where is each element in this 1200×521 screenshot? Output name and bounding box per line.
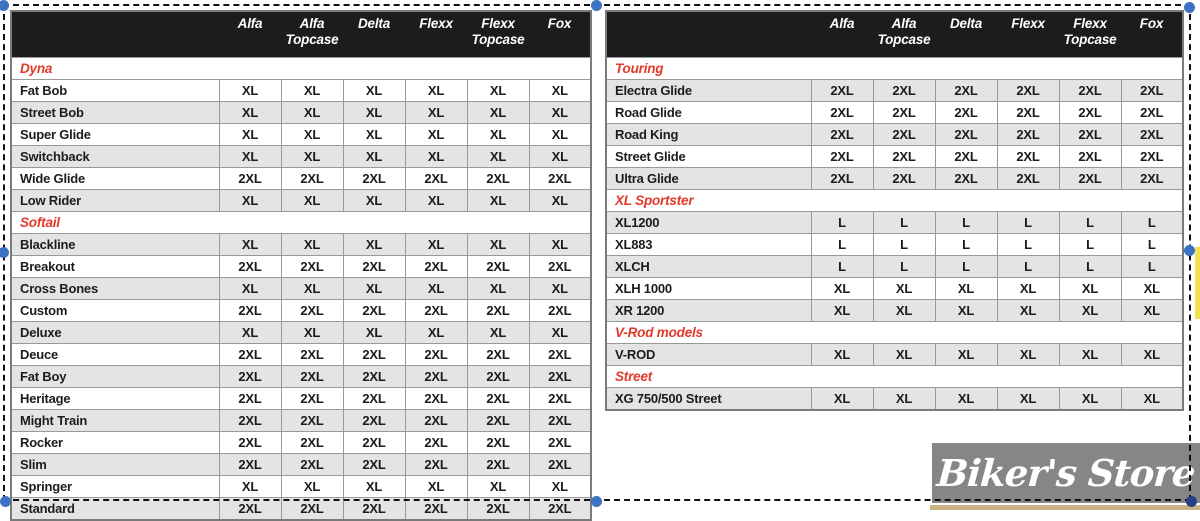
size-cell: XL: [997, 344, 1059, 366]
model-row: [11, 146, 591, 168]
size-cell: 2XL: [997, 168, 1059, 190]
size-cell: 2XL: [529, 410, 591, 432]
model-name: Fat Bob: [11, 80, 219, 102]
size-cell: 2XL: [343, 366, 405, 388]
size-cell: L: [873, 256, 935, 278]
size-cell: 2XL: [281, 498, 343, 521]
size-cell: XL: [343, 278, 405, 300]
size-cell: 2XL: [467, 432, 529, 454]
column-header: Fox: [529, 11, 591, 58]
size-cell: XL: [811, 344, 873, 366]
model-name: Rocker: [11, 432, 219, 454]
size-cell: 2XL: [405, 168, 467, 190]
size-cell: L: [1059, 234, 1121, 256]
size-cell: 2XL: [405, 388, 467, 410]
size-cell: 2XL: [467, 498, 529, 521]
model-row: [606, 80, 1183, 102]
size-cell: XL: [405, 190, 467, 212]
model-row: [11, 102, 591, 124]
size-cell: XL: [873, 344, 935, 366]
size-cell: L: [1059, 256, 1121, 278]
model-row: [606, 212, 1183, 234]
size-cell: XL: [219, 80, 281, 102]
section-header-row: [606, 58, 1183, 80]
model-row: [606, 278, 1183, 300]
size-cell: 2XL: [529, 388, 591, 410]
size-cell: 2XL: [811, 146, 873, 168]
model-name: XL1200: [606, 212, 811, 234]
section-title: XL Sportster: [606, 190, 1183, 212]
size-cell: 2XL: [873, 124, 935, 146]
model-row: [606, 234, 1183, 256]
size-cell: XL: [343, 80, 405, 102]
section-header-row: [606, 366, 1183, 388]
size-cell: XL: [529, 234, 591, 256]
size-cell: 2XL: [219, 344, 281, 366]
model-row: [11, 498, 591, 521]
size-cell: XL: [219, 476, 281, 498]
size-cell: 2XL: [343, 432, 405, 454]
model-name: Fat Boy: [11, 366, 219, 388]
model-name: XR 1200: [606, 300, 811, 322]
section-header-row: [606, 190, 1183, 212]
model-name: Deluxe: [11, 322, 219, 344]
size-cell: 2XL: [219, 498, 281, 521]
size-cell: 2XL: [935, 80, 997, 102]
model-name: Wide Glide: [11, 168, 219, 190]
model-name: Standard: [11, 498, 219, 521]
size-cell: 2XL: [343, 168, 405, 190]
size-cell: XL: [935, 344, 997, 366]
model-row: [11, 322, 591, 344]
selection-handle-middle-left[interactable]: [0, 247, 9, 258]
model-name: V-ROD: [606, 344, 811, 366]
size-cell: XL: [1059, 278, 1121, 300]
size-cell: 2XL: [997, 146, 1059, 168]
size-cell: 2XL: [1059, 102, 1121, 124]
size-cell: XL: [873, 300, 935, 322]
section-title: Softail: [11, 212, 591, 234]
column-header-row: [606, 11, 1183, 58]
model-name: Ultra Glide: [606, 168, 811, 190]
size-cell: XL: [281, 124, 343, 146]
size-cell: 2XL: [405, 256, 467, 278]
size-cell: 2XL: [281, 168, 343, 190]
size-cell: XL: [467, 476, 529, 498]
selection-handle-top-left[interactable]: [0, 0, 9, 11]
model-row: [11, 234, 591, 256]
model-name: Street Glide: [606, 146, 811, 168]
model-row: [11, 190, 591, 212]
section-title: Dyna: [11, 58, 591, 80]
size-cell: L: [1121, 234, 1183, 256]
model-row: [11, 454, 591, 476]
size-cell: XL: [219, 124, 281, 146]
size-cell: XL: [281, 278, 343, 300]
size-cell: 2XL: [529, 454, 591, 476]
size-cell: XL: [219, 146, 281, 168]
size-cell: XL: [281, 190, 343, 212]
model-row: [11, 256, 591, 278]
size-cell: XL: [1121, 300, 1183, 322]
size-cell: 2XL: [1121, 80, 1183, 102]
size-cell: 2XL: [873, 168, 935, 190]
size-cell: XL: [219, 278, 281, 300]
size-cell: 2XL: [997, 80, 1059, 102]
size-cell: 2XL: [219, 300, 281, 322]
size-cell: XL: [997, 300, 1059, 322]
size-cell: XL: [281, 476, 343, 498]
model-name: Might Train: [11, 410, 219, 432]
size-cell: XL: [343, 124, 405, 146]
model-row: [11, 124, 591, 146]
model-name: XLH 1000: [606, 278, 811, 300]
size-cell: 2XL: [467, 388, 529, 410]
size-cell: XL: [405, 278, 467, 300]
size-cell: XL: [405, 476, 467, 498]
size-cell: XL: [997, 388, 1059, 411]
model-name: Switchback: [11, 146, 219, 168]
model-row: [11, 80, 591, 102]
size-cell: 2XL: [811, 168, 873, 190]
size-cell: 2XL: [281, 300, 343, 322]
size-cell: 2XL: [873, 102, 935, 124]
size-cell: 2XL: [1059, 80, 1121, 102]
size-cell: 2XL: [873, 80, 935, 102]
model-name: Deuce: [11, 344, 219, 366]
size-cell: XL: [1121, 344, 1183, 366]
size-cell: XL: [1059, 300, 1121, 322]
column-header-row: [11, 11, 591, 58]
size-cell: 2XL: [529, 366, 591, 388]
model-name: Low Rider: [11, 190, 219, 212]
model-name: Custom: [11, 300, 219, 322]
size-cell: 2XL: [281, 256, 343, 278]
size-cell: XL: [529, 190, 591, 212]
model-name: XL883: [606, 234, 811, 256]
model-name: Cross Bones: [11, 278, 219, 300]
column-header: Delta: [935, 11, 997, 58]
size-cell: XL: [1121, 388, 1183, 411]
size-table-left: [10, 10, 592, 521]
size-cell: L: [935, 256, 997, 278]
size-cell: L: [935, 234, 997, 256]
section-title: Street: [606, 366, 1183, 388]
model-row: [11, 344, 591, 366]
column-header: Flexx Topcase: [1059, 11, 1121, 58]
size-cell: 2XL: [467, 168, 529, 190]
size-cell: XL: [529, 476, 591, 498]
column-header: Delta: [343, 11, 405, 58]
selection-handle-middle-right[interactable]: [1184, 245, 1195, 256]
size-cell: XL: [405, 146, 467, 168]
size-cell: 2XL: [405, 300, 467, 322]
model-name: Heritage: [11, 388, 219, 410]
size-cell: XL: [343, 102, 405, 124]
size-cell: XL: [219, 190, 281, 212]
column-header: Alfa: [811, 11, 873, 58]
selection-handle-top-middle[interactable]: [591, 0, 602, 11]
model-name: Super Glide: [11, 124, 219, 146]
size-cell: XL: [281, 146, 343, 168]
size-cell: XL: [873, 388, 935, 411]
size-cell: L: [873, 212, 935, 234]
size-cell: XL: [529, 80, 591, 102]
model-name: Road King: [606, 124, 811, 146]
model-row: [606, 168, 1183, 190]
model-name: Electra Glide: [606, 80, 811, 102]
selection-handle-bottom-left[interactable]: [0, 496, 11, 507]
size-cell: XL: [405, 322, 467, 344]
size-cell: 2XL: [405, 454, 467, 476]
size-cell: XL: [529, 146, 591, 168]
size-cell: L: [935, 212, 997, 234]
size-cell: XL: [343, 234, 405, 256]
section-title: V-Rod models: [606, 322, 1183, 344]
size-cell: XL: [1121, 278, 1183, 300]
size-cell: XL: [405, 234, 467, 256]
size-cell: 2XL: [281, 432, 343, 454]
size-cell: 2XL: [529, 498, 591, 521]
model-row: [606, 300, 1183, 322]
selection-handle-bottom-right[interactable]: [1186, 496, 1197, 507]
size-cell: 2XL: [1121, 168, 1183, 190]
size-cell: 2XL: [529, 432, 591, 454]
column-header: Alfa Topcase: [873, 11, 935, 58]
size-cell: 2XL: [219, 388, 281, 410]
model-name: Slim: [11, 454, 219, 476]
size-cell: XL: [405, 102, 467, 124]
size-cell: XL: [281, 234, 343, 256]
size-cell: L: [1059, 212, 1121, 234]
size-cell: XL: [343, 146, 405, 168]
model-column-header: [11, 11, 219, 58]
size-cell: 2XL: [343, 300, 405, 322]
size-cell: 2XL: [219, 256, 281, 278]
model-name: Blackline: [11, 234, 219, 256]
size-cell: 2XL: [935, 168, 997, 190]
size-cell: 2XL: [467, 256, 529, 278]
model-name: Breakout: [11, 256, 219, 278]
size-cell: L: [1121, 212, 1183, 234]
size-cell: 2XL: [1121, 124, 1183, 146]
size-cell: XL: [219, 234, 281, 256]
size-cell: L: [811, 212, 873, 234]
model-name: Street Bob: [11, 102, 219, 124]
bikers-store-logo-text: Biker's Store: [935, 451, 1197, 495]
size-cell: 2XL: [811, 102, 873, 124]
size-cell: 2XL: [405, 410, 467, 432]
size-cell: 2XL: [219, 410, 281, 432]
size-cell: 2XL: [405, 498, 467, 521]
size-cell: 2XL: [529, 256, 591, 278]
column-header: Alfa Topcase: [281, 11, 343, 58]
section-header-row: [11, 212, 591, 234]
size-cell: XL: [997, 278, 1059, 300]
size-cell: XL: [467, 146, 529, 168]
column-header: Alfa: [219, 11, 281, 58]
size-cell: XL: [405, 124, 467, 146]
size-cell: L: [997, 256, 1059, 278]
section-header-row: [11, 58, 591, 80]
model-row: [606, 256, 1183, 278]
size-cell: 2XL: [873, 146, 935, 168]
size-cell: XL: [529, 322, 591, 344]
size-cell: 2XL: [997, 102, 1059, 124]
size-cell: 2XL: [467, 344, 529, 366]
size-cell: L: [811, 234, 873, 256]
size-cell: 2XL: [467, 410, 529, 432]
size-cell: XL: [529, 278, 591, 300]
size-cell: 2XL: [935, 102, 997, 124]
size-cell: XL: [219, 322, 281, 344]
size-cell: XL: [467, 124, 529, 146]
size-cell: 2XL: [405, 344, 467, 366]
size-cell: XL: [529, 124, 591, 146]
size-cell: XL: [1059, 388, 1121, 411]
size-cell: 2XL: [935, 124, 997, 146]
size-cell: XL: [343, 476, 405, 498]
size-cell: XL: [281, 80, 343, 102]
selection-handle-top-right[interactable]: [1184, 2, 1195, 13]
model-column-header: [606, 11, 811, 58]
model-row: [11, 476, 591, 498]
size-cell: XL: [811, 388, 873, 411]
size-cell: 2XL: [405, 432, 467, 454]
size-cell: 2XL: [529, 300, 591, 322]
size-cell: XL: [873, 278, 935, 300]
section-header-row: [606, 322, 1183, 344]
size-cell: 2XL: [343, 344, 405, 366]
size-cell: L: [873, 234, 935, 256]
bikers-store-logo: [932, 443, 1200, 503]
size-cell: 2XL: [1059, 124, 1121, 146]
size-cell: L: [997, 234, 1059, 256]
size-cell: 2XL: [281, 366, 343, 388]
model-row: [606, 146, 1183, 168]
model-row: [11, 388, 591, 410]
size-cell: 2XL: [935, 146, 997, 168]
model-row: [606, 124, 1183, 146]
size-cell: XL: [343, 322, 405, 344]
size-cell: XL: [219, 102, 281, 124]
size-cell: XL: [467, 322, 529, 344]
size-cell: 2XL: [343, 388, 405, 410]
size-cell: XL: [467, 234, 529, 256]
size-cell: 2XL: [281, 410, 343, 432]
size-cell: 2XL: [343, 256, 405, 278]
model-name: XLCH: [606, 256, 811, 278]
size-cell: 2XL: [529, 168, 591, 190]
size-table-right: [605, 10, 1184, 411]
size-cell: 2XL: [467, 454, 529, 476]
size-cell: 2XL: [1121, 146, 1183, 168]
size-cell: 2XL: [997, 124, 1059, 146]
size-cell: 2XL: [281, 344, 343, 366]
size-cell: XL: [811, 300, 873, 322]
model-row: [11, 278, 591, 300]
size-cell: XL: [467, 80, 529, 102]
size-cell: XL: [935, 300, 997, 322]
size-cell: 2XL: [1121, 102, 1183, 124]
size-cell: 2XL: [219, 366, 281, 388]
column-header: Flexx: [405, 11, 467, 58]
size-cell: 2XL: [1059, 146, 1121, 168]
size-cell: L: [1121, 256, 1183, 278]
size-cell: L: [997, 212, 1059, 234]
model-row: [11, 432, 591, 454]
size-cell: XL: [281, 102, 343, 124]
column-header: Flexx Topcase: [467, 11, 529, 58]
size-cell: 2XL: [1059, 168, 1121, 190]
model-row: [606, 102, 1183, 124]
column-header: Fox: [1121, 11, 1183, 58]
size-cell: 2XL: [529, 344, 591, 366]
size-cell: XL: [405, 80, 467, 102]
size-cell: XL: [467, 278, 529, 300]
model-row: [606, 388, 1183, 411]
tan-strip-fragment: [930, 505, 1200, 510]
size-cell: XL: [467, 102, 529, 124]
size-cell: 2XL: [343, 498, 405, 521]
yellow-strip-fragment: [1195, 247, 1200, 319]
size-cell: 2XL: [219, 454, 281, 476]
size-cell: 2XL: [811, 124, 873, 146]
size-cell: 2XL: [281, 388, 343, 410]
size-cell: 2XL: [343, 410, 405, 432]
size-cell: 2XL: [281, 454, 343, 476]
size-cell: XL: [529, 102, 591, 124]
size-cell: XL: [281, 322, 343, 344]
model-row: [11, 410, 591, 432]
size-cell: XL: [935, 278, 997, 300]
selection-handle-bottom-middle[interactable]: [591, 496, 602, 507]
size-cell: XL: [935, 388, 997, 411]
model-row: [11, 366, 591, 388]
size-cell: XL: [811, 278, 873, 300]
size-cell: 2XL: [219, 432, 281, 454]
model-name: Springer: [11, 476, 219, 498]
size-cell: XL: [1059, 344, 1121, 366]
size-cell: 2XL: [219, 168, 281, 190]
section-title: Touring: [606, 58, 1183, 80]
size-cell: 2XL: [343, 454, 405, 476]
size-cell: 2XL: [811, 80, 873, 102]
size-cell: 2XL: [405, 366, 467, 388]
size-cell: 2XL: [467, 366, 529, 388]
model-name: XG 750/500 Street: [606, 388, 811, 411]
size-cell: XL: [343, 190, 405, 212]
model-row: [606, 344, 1183, 366]
model-name: Road Glide: [606, 102, 811, 124]
model-row: [11, 168, 591, 190]
size-cell: 2XL: [467, 300, 529, 322]
size-cell: XL: [467, 190, 529, 212]
column-header: Flexx: [997, 11, 1059, 58]
model-row: [11, 300, 591, 322]
size-cell: L: [811, 256, 873, 278]
